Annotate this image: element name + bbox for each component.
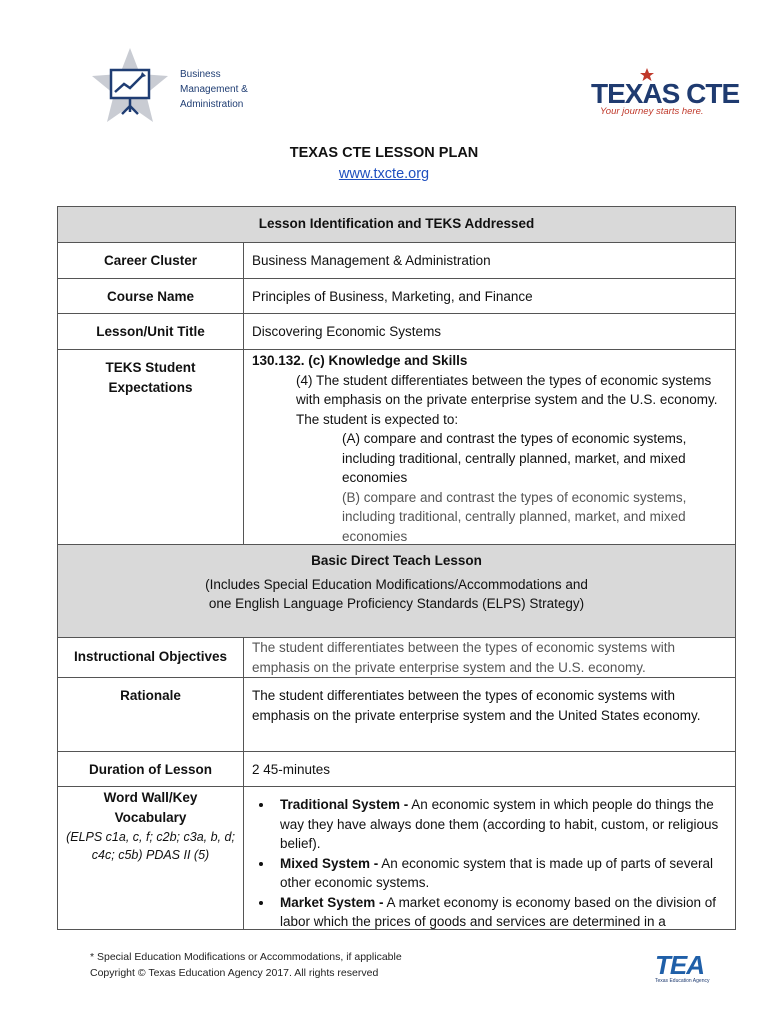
vocabulary-label: Word Wall/Key Vocabulary bbox=[103, 790, 198, 825]
vocabulary-value bbox=[245, 787, 735, 930]
row-rationale bbox=[58, 678, 735, 752]
vocabulary-list bbox=[252, 795, 728, 930]
teks-item-b: (B) compare and contrast the types of economic systems, including traditional, centrally planned, market, and mixed economies bbox=[342, 489, 687, 544]
teks-item-a: (A) compare and contrast the types of economic systems, including traditional, centrally planned, market, and mixed economies bbox=[342, 431, 687, 485]
lesson-title-label: Lesson/Unit Title bbox=[58, 314, 244, 349]
row-objectives bbox=[58, 638, 735, 678]
row-duration bbox=[58, 752, 735, 787]
txcte-link[interactable]: www.txcte.org bbox=[338, 166, 430, 182]
duration-value: 2 45-minutes bbox=[252, 762, 331, 777]
star-icon bbox=[640, 68, 654, 82]
tea-logo bbox=[655, 952, 725, 988]
teks-heading: 130.132. (c) Knowledge and Skills bbox=[252, 353, 468, 368]
duration-label: Duration of Lesson bbox=[58, 752, 244, 786]
row-career-cluster bbox=[58, 243, 735, 279]
lesson-table bbox=[57, 206, 736, 930]
section2-header-row bbox=[58, 545, 735, 638]
objectives-label: Instructional Objectives bbox=[58, 638, 244, 677]
section1-heading: Lesson Identification and TEKS Addressed bbox=[258, 216, 535, 231]
vocabulary-label-cell bbox=[58, 787, 244, 929]
teks-standard: (4) The student differentiates between the types of economic systems with emphasis on the private enterprise system and the U.S. economy. The student is expected to: bbox=[296, 372, 718, 427]
row-course-name bbox=[58, 279, 735, 314]
section2-heading: Basic Direct Teach Lesson bbox=[311, 553, 482, 568]
career-cluster-value: Business Management & Administration bbox=[252, 253, 491, 268]
course-name-value: Principles of Business, Marketing, and Finance bbox=[252, 289, 533, 304]
teks-label: TEKS Student Expectations bbox=[58, 350, 244, 544]
texas-cte-logo: TEXAS CTE bbox=[591, 78, 740, 109]
career-cluster-label: Career Cluster bbox=[58, 243, 244, 278]
footer-copyright: Copyright © Texas Education Agency 2017. All rights reserved bbox=[90, 967, 379, 979]
row-lesson-title bbox=[58, 314, 735, 350]
row-teks bbox=[58, 350, 735, 545]
section2-subtitle: (Includes Special Education Modifications/Accommodations and one English Language Proficiency Standards (ELPS) Strategy) bbox=[205, 577, 588, 611]
rationale-label: Rationale bbox=[58, 678, 244, 751]
section1-header-row bbox=[58, 207, 735, 243]
list-item: • Market System - A market economy is economy based on the division of labor which the prices of goods and services are determined in a bbox=[274, 893, 728, 931]
tea-caption: Texas Education Agency bbox=[655, 978, 710, 984]
bma-star-logo bbox=[90, 46, 170, 124]
list-item: • Mixed System - An economic system that is made up of parts of several other economic systems. bbox=[274, 854, 728, 893]
course-name-label: Course Name bbox=[58, 279, 244, 313]
teks-value bbox=[245, 350, 735, 554]
page-title: TEXAS CTE LESSON PLAN bbox=[289, 145, 479, 161]
tea-wordmark: TEA bbox=[655, 950, 704, 980]
lesson-title-value: Discovering Economic Systems bbox=[252, 324, 442, 339]
texas-cte-tagline: Your journey starts here. bbox=[600, 106, 704, 117]
footer bbox=[90, 949, 402, 981]
txcte-link-wrap bbox=[0, 166, 768, 182]
vocabulary-elps: (ELPS c1a, c, f; c2b; c3a, b, d; c4c; c5b) PDAS II (5) bbox=[66, 830, 235, 862]
bma-logo-text: Business Management & Administration bbox=[180, 69, 248, 110]
rationale-value: The student differentiates between the types of economic systems with emphasis on the private enterprise system and the United States economy. bbox=[252, 688, 701, 723]
list-item: • Traditional System - An economic system in which people do things the way they have always done them (according to habit, custom, or religious belief). bbox=[274, 795, 728, 854]
footer-note: * Special Education Modifications or Accommodations, if applicable bbox=[90, 951, 402, 963]
objectives-value: The student differentiates between the types of economic systems with emphasis on the private enterprise system and the U.S. economy. bbox=[252, 640, 675, 675]
row-vocabulary bbox=[58, 787, 735, 929]
